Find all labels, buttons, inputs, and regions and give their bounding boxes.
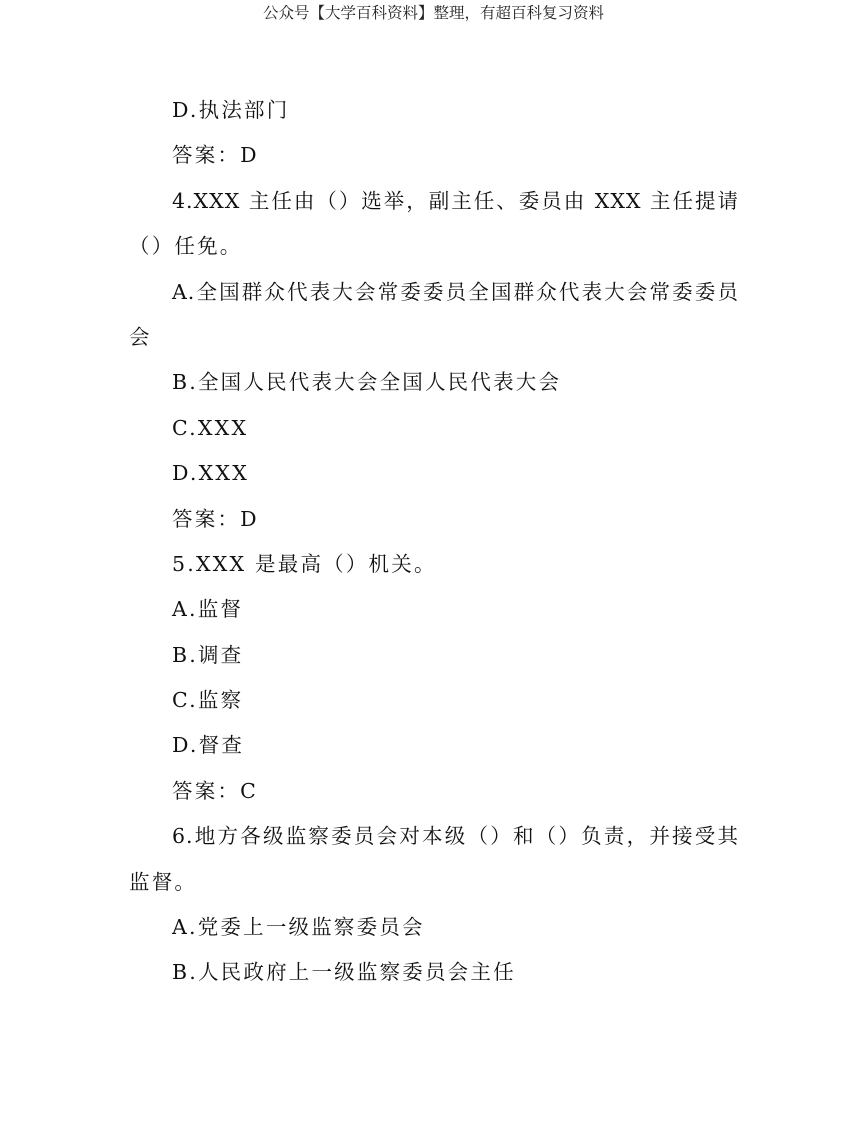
option-d-line: D.督查 (172, 733, 245, 758)
question-6-line: 6.地方各级监察委员会对本级（）和（）负责，并接受其 (172, 824, 739, 849)
option-a-line: A.党委上一级监察委员会 (172, 915, 425, 940)
question-4-continuation: （）任免。 (129, 234, 243, 259)
option-a-line: A.全国群众代表大会常委委员全国群众代表大会常委委员 (172, 279, 739, 304)
option-d-line: D.XXX (172, 461, 250, 486)
option-b-line: B.人民政府上一级监察委员会主任 (172, 960, 516, 985)
question-5-line: 5.XXX 是最高（）机关。 (172, 551, 437, 576)
answer-line: 答案：D (172, 143, 259, 168)
question-6-continuation: 监督。 (129, 869, 198, 894)
question-4-line: 4.XXX 主任由（）选举，副主任、委员由 XXX 主任提请 (172, 188, 739, 213)
option-a-continuation: 会 (129, 324, 152, 349)
option-c-line: C.监察 (172, 688, 244, 713)
option-b-line: B.调查 (172, 642, 244, 667)
document-body (129, 88, 739, 996)
option-c-line: C.XXX (172, 415, 249, 440)
option-d-line: D.执法部门 (172, 98, 290, 122)
option-b-line: B.全国人民代表大会全国人民代表大会 (172, 370, 562, 395)
answer-line: 答案：C (172, 778, 258, 803)
option-a-line: A.监督 (172, 597, 244, 622)
page-header: 公众号【大学百科资料】整理，有超百科复习资料 (262, 4, 604, 22)
answer-line: 答案：D (172, 506, 259, 531)
